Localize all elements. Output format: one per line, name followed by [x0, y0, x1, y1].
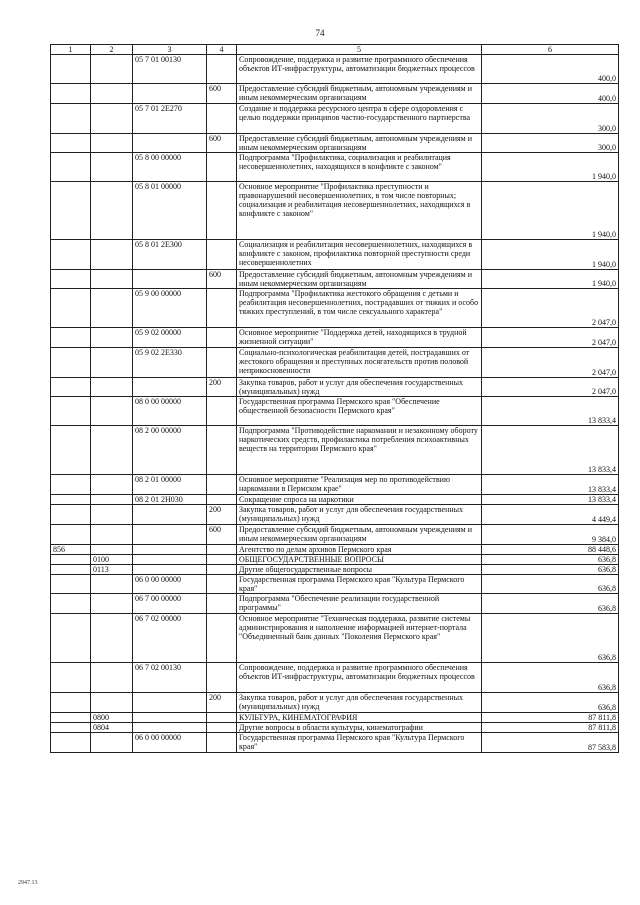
header-col-5: 5 — [237, 45, 482, 55]
cell-c1 — [51, 134, 91, 153]
cell-c3 — [133, 378, 207, 397]
table-row — [51, 495, 619, 505]
cell-c2 — [91, 475, 133, 495]
table-row — [51, 733, 619, 753]
cell-c1 — [51, 733, 91, 753]
cell-c1 — [51, 475, 91, 495]
cell-c6: 1 940,0 — [482, 240, 619, 270]
cell-c6: 4 449,4 — [482, 505, 619, 525]
cell-c6: 636,8 — [482, 693, 619, 713]
cell-c6: 636,8 — [482, 614, 619, 663]
cell-c2: 0113 — [91, 565, 133, 575]
cell-c2 — [91, 426, 133, 475]
table-row — [51, 505, 619, 525]
cell-c5: Государственная программа Пермского края "Обеспечение общественной безопасности Пермского края" — [237, 397, 482, 426]
cell-c6: 1 940,0 — [482, 153, 619, 182]
cell-c2 — [91, 693, 133, 713]
table-row — [51, 153, 619, 182]
cell-c5: Закупка товаров, работ и услуг для обеспечения государственных (муниципальных) нужд — [237, 378, 482, 397]
table-row — [51, 693, 619, 713]
cell-c3: 05 8 01 00000 — [133, 182, 207, 240]
cell-c3: 08 2 01 2Н030 — [133, 495, 207, 505]
cell-c6: 636,8 — [482, 565, 619, 575]
cell-c4: 600 — [207, 134, 237, 153]
cell-c5: Предоставление субсидий бюджетным, автономным учреждениям и иным некоммерческим организациям — [237, 134, 482, 153]
cell-c2 — [91, 575, 133, 594]
cell-c2 — [91, 55, 133, 84]
cell-c4 — [207, 328, 237, 348]
cell-c2 — [91, 663, 133, 693]
cell-c1 — [51, 84, 91, 104]
cell-c2 — [91, 348, 133, 378]
cell-c1 — [51, 555, 91, 565]
table-row — [51, 426, 619, 475]
cell-c1 — [51, 505, 91, 525]
cell-c6: 2 047,0 — [482, 289, 619, 328]
cell-c2 — [91, 240, 133, 270]
cell-c4 — [207, 397, 237, 426]
cell-c1 — [51, 270, 91, 289]
table-row — [51, 378, 619, 397]
cell-c6: 1 940,0 — [482, 182, 619, 240]
table-row — [51, 713, 619, 723]
cell-c3 — [133, 565, 207, 575]
cell-c4 — [207, 240, 237, 270]
cell-c1 — [51, 575, 91, 594]
cell-c2: 0100 — [91, 555, 133, 565]
cell-c3: 06 7 00 00000 — [133, 594, 207, 614]
cell-c5: Социализация и реабилитация несовершеннолетних, находящихся в конфликте с законом, профилактика повторной преступности среди несовершеннолетних — [237, 240, 482, 270]
cell-c3: 06 7 02 00130 — [133, 663, 207, 693]
cell-c3: 05 9 02 00000 — [133, 328, 207, 348]
cell-c3 — [133, 84, 207, 104]
table-row — [51, 104, 619, 134]
table-row — [51, 289, 619, 328]
cell-c6: 2 047,0 — [482, 328, 619, 348]
cell-c4 — [207, 555, 237, 565]
cell-c3: 05 9 00 00000 — [133, 289, 207, 328]
table-row — [51, 270, 619, 289]
cell-c2 — [91, 525, 133, 545]
cell-c2 — [91, 289, 133, 328]
cell-c2 — [91, 505, 133, 525]
cell-c2: 0800 — [91, 713, 133, 723]
cell-c3: 05 8 01 2Е300 — [133, 240, 207, 270]
table-row — [51, 614, 619, 663]
header-col-4: 4 — [207, 45, 237, 55]
cell-c5: ОБЩЕГОСУДАРСТВЕННЫЕ ВОПРОСЫ — [237, 555, 482, 565]
cell-c1 — [51, 525, 91, 545]
table-row — [51, 545, 619, 555]
cell-c4: 600 — [207, 270, 237, 289]
cell-c1 — [51, 378, 91, 397]
table-row — [51, 134, 619, 153]
cell-c1 — [51, 614, 91, 663]
cell-c6: 300,0 — [482, 134, 619, 153]
cell-c2 — [91, 153, 133, 182]
cell-c3: 08 0 00 00000 — [133, 397, 207, 426]
cell-c6: 400,0 — [482, 55, 619, 84]
table-row — [51, 525, 619, 545]
cell-c6: 400,0 — [482, 84, 619, 104]
cell-c6: 87 811,8 — [482, 713, 619, 723]
cell-c4 — [207, 575, 237, 594]
cell-c5: Агентство по делам архивов Пермского края — [237, 545, 482, 555]
cell-c4 — [207, 594, 237, 614]
cell-c1 — [51, 426, 91, 475]
cell-c1 — [51, 723, 91, 733]
cell-c1 — [51, 565, 91, 575]
cell-c4 — [207, 495, 237, 505]
cell-c3: 05 8 00 00000 — [133, 153, 207, 182]
header-col-2: 2 — [91, 45, 133, 55]
cell-c2 — [91, 328, 133, 348]
cell-c1 — [51, 693, 91, 713]
header-col-6: 6 — [482, 45, 619, 55]
cell-c2 — [91, 397, 133, 426]
cell-c6: 13 833,4 — [482, 426, 619, 475]
cell-c2 — [91, 378, 133, 397]
cell-c5: Государственная программа Пермского края "Культура Пермского края" — [237, 733, 482, 753]
cell-c3 — [133, 134, 207, 153]
cell-c3 — [133, 505, 207, 525]
cell-c2 — [91, 594, 133, 614]
table-row — [51, 723, 619, 733]
cell-c1 — [51, 397, 91, 426]
cell-c6: 636,8 — [482, 555, 619, 565]
header-col-1: 1 — [51, 45, 91, 55]
cell-c6: 13 833,4 — [482, 397, 619, 426]
cell-c2 — [91, 614, 133, 663]
cell-c5: Сокращение спроса на наркотики — [237, 495, 482, 505]
table-row — [51, 663, 619, 693]
table-row — [51, 84, 619, 104]
cell-c6: 13 833,4 — [482, 475, 619, 495]
cell-c5: Сопровождение, поддержка и развитие программного обеспечения объектов ИТ-инфраструктуры, автоматизации бюджетных процессов — [237, 663, 482, 693]
cell-c4 — [207, 475, 237, 495]
cell-c2 — [91, 495, 133, 505]
cell-c4: 600 — [207, 525, 237, 545]
cell-c5: Сопровождение, поддержка и развитие программного обеспечения объектов ИТ-инфраструктуры, автоматизации бюджетных процессов — [237, 55, 482, 84]
table-row — [51, 397, 619, 426]
cell-c3: 05 7 01 2Е270 — [133, 104, 207, 134]
cell-c4 — [207, 55, 237, 84]
cell-c5: Подпрограмма "Профилактика жестокого обращения с детьми и реабилитация несовершеннолетних, пострадавших от тяжких и особо тяжких преступлений, в том числе сексуального характера" — [237, 289, 482, 328]
cell-c3 — [133, 713, 207, 723]
cell-c2 — [91, 733, 133, 753]
cell-c1 — [51, 182, 91, 240]
cell-c5: Государственная программа Пермского края "Культура Пермского края" — [237, 575, 482, 594]
cell-c2 — [91, 84, 133, 104]
cell-c6: 88 448,6 — [482, 545, 619, 555]
cell-c4: 200 — [207, 378, 237, 397]
cell-c1 — [51, 289, 91, 328]
table-row — [51, 575, 619, 594]
cell-c4 — [207, 713, 237, 723]
table-body — [51, 55, 619, 753]
cell-c4: 600 — [207, 84, 237, 104]
cell-c6: 87 583,8 — [482, 733, 619, 753]
cell-c3 — [133, 525, 207, 545]
cell-c3 — [133, 270, 207, 289]
table-row — [51, 475, 619, 495]
cell-c3 — [133, 555, 207, 565]
cell-c4 — [207, 289, 237, 328]
cell-c4 — [207, 733, 237, 753]
cell-c5: Основное мероприятие "Поддержка детей, находящихся в трудной жизненной ситуации" — [237, 328, 482, 348]
cell-c6: 636,8 — [482, 594, 619, 614]
cell-c2 — [91, 270, 133, 289]
cell-c2 — [91, 545, 133, 555]
cell-c3 — [133, 545, 207, 555]
cell-c4 — [207, 545, 237, 555]
cell-c5: Подпрограмма "Профилактика, социализация и реабилитация несовершеннолетних, находящихся в конфликте с законом" — [237, 153, 482, 182]
cell-c3: 06 0 00 00000 — [133, 575, 207, 594]
table-row — [51, 348, 619, 378]
cell-c6: 636,8 — [482, 575, 619, 594]
table-row — [51, 328, 619, 348]
table-row — [51, 555, 619, 565]
header-col-3: 3 — [133, 45, 207, 55]
budget-table — [50, 44, 619, 753]
cell-c4 — [207, 723, 237, 733]
cell-c3: 06 7 02 00000 — [133, 614, 207, 663]
cell-c5: Основное мероприятие "Реализация мер по противодействию наркомании в Пермском крае" — [237, 475, 482, 495]
cell-c4 — [207, 104, 237, 134]
cell-c6: 2 047,0 — [482, 378, 619, 397]
cell-c6: 1 940,0 — [482, 270, 619, 289]
cell-c4 — [207, 565, 237, 575]
cell-c5: Подпрограмма "Обеспечение реализации государственной программы" — [237, 594, 482, 614]
cell-c5: Подпрограмма "Противодействие наркомании и незаконному обороту наркотических средств, профилактика потребления психоактивных веществ на территории Пермского края" — [237, 426, 482, 475]
cell-c1 — [51, 663, 91, 693]
table-row — [51, 594, 619, 614]
cell-c4 — [207, 663, 237, 693]
table-row — [51, 55, 619, 84]
cell-c5: Предоставление субсидий бюджетным, автономным учреждениям и иным некоммерческим организациям — [237, 84, 482, 104]
cell-c5: Создание и поддержка ресурсного центра в сфере оздоровления с целью поддержки принципов частно-государственного партнерства — [237, 104, 482, 134]
cell-c2 — [91, 104, 133, 134]
table-header — [51, 45, 619, 55]
cell-c4 — [207, 182, 237, 240]
cell-c6: 9 384,0 — [482, 525, 619, 545]
cell-c1 — [51, 713, 91, 723]
cell-c4 — [207, 614, 237, 663]
table-row — [51, 182, 619, 240]
cell-c1: 856 — [51, 545, 91, 555]
cell-c5: Закупка товаров, работ и услуг для обеспечения государственных (муниципальных) нужд — [237, 693, 482, 713]
cell-c1 — [51, 104, 91, 134]
cell-c5: Другие общегосударственные вопросы — [237, 565, 482, 575]
cell-c3: 05 9 02 2Е330 — [133, 348, 207, 378]
cell-c3: 05 7 01 00130 — [133, 55, 207, 84]
cell-c2 — [91, 134, 133, 153]
cell-c5: Основное мероприятие "Профилактика преступности и правонарушений несовершеннолетних, в том числе повторных; социализация и реабилитация несовершеннолетних, находящихся в конфликте с законом" — [237, 182, 482, 240]
cell-c5: КУЛЬТУРА, КИНЕМАТОГРАФИЯ — [237, 713, 482, 723]
cell-c5: Закупка товаров, работ и услуг для обеспечения государственных (муниципальных) нужд — [237, 505, 482, 525]
cell-c6: 636,8 — [482, 663, 619, 693]
header-row — [51, 45, 619, 55]
cell-c6: 13 833,4 — [482, 495, 619, 505]
cell-c5: Социально-психологическая реабилитация детей, пострадавших от жестокого обращения и преступных посягательств против половой неприкосновенности — [237, 348, 482, 378]
cell-c5: Другие вопросы в области культуры, кинематографии — [237, 723, 482, 733]
cell-c1 — [51, 328, 91, 348]
cell-c3 — [133, 693, 207, 713]
cell-c1 — [51, 55, 91, 84]
cell-c3: 06 0 00 00000 — [133, 733, 207, 753]
cell-c6: 2 047,0 — [482, 348, 619, 378]
table-row — [51, 565, 619, 575]
cell-c2 — [91, 182, 133, 240]
cell-c4 — [207, 426, 237, 475]
page-number: 74 — [315, 28, 325, 38]
cell-c5: Основное мероприятие "Техническая поддержка, развитие системы администрирования и наполнение информацией интернет-портала "Объединенный банк данных "Поколения Пермского края" — [237, 614, 482, 663]
cell-c3: 08 2 00 00000 — [133, 426, 207, 475]
cell-c4 — [207, 348, 237, 378]
cell-c2: 0804 — [91, 723, 133, 733]
cell-c1 — [51, 348, 91, 378]
cell-c3 — [133, 723, 207, 733]
cell-c6: 300,0 — [482, 104, 619, 134]
cell-c1 — [51, 495, 91, 505]
cell-c5: Предоставление субсидий бюджетным, автономным учреждениям и иным некоммерческим организациям — [237, 270, 482, 289]
cell-c1 — [51, 240, 91, 270]
cell-c3: 08 2 01 00000 — [133, 475, 207, 495]
cell-c1 — [51, 153, 91, 182]
footer-code: 2947.13 — [18, 880, 38, 886]
table-row — [51, 240, 619, 270]
cell-c4: 200 — [207, 693, 237, 713]
cell-c5: Предоставление субсидий бюджетным, автономным учреждениям и иным некоммерческим организациям — [237, 525, 482, 545]
cell-c1 — [51, 594, 91, 614]
cell-c4: 200 — [207, 505, 237, 525]
cell-c6: 87 811,8 — [482, 723, 619, 733]
cell-c4 — [207, 153, 237, 182]
